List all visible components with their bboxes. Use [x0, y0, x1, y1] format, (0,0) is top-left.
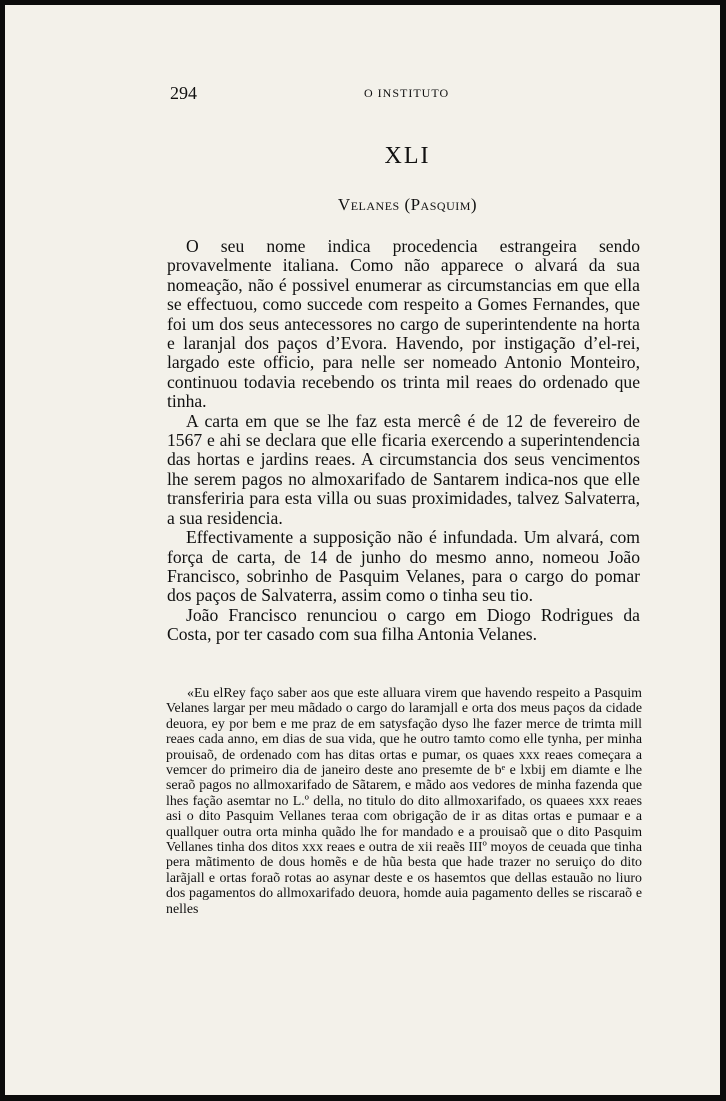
- chapter-title: Velanes (Pasquim): [337, 195, 478, 214]
- quotation-paragraph: «Eu elRey faço saber aos que este alluara virem que havendo respeito a Pasquim Velanes largar per meu mãdado o cargo do laramjall e orta dos meus paços da cidade deuora, ey por bem e me praz de em satysfação dyso lhe fazer merce de trimta mill reaes cada anno, em dias de sua vida, que he outro tamto como elle tynha, per minha prouisaõ, de ordenado com has ditas ortas e pumar, os quaes xxx reaes começara a vemcer do primeiro dia de janeiro deste ano presemte de bᵉ e lxbij em diamte e lhe seraõ pagos no allmoxarifado de Sãtarem, e mãdo aos vedores de minha fazenda que lhes fação asemtar no L.º della, no titulo do dito allmoxarifado, os quaees xxx reaes asi o dito Pasquim Vellanes teraa com obrigação de ir as ditas ortas e pumaar e a quallquer outra orta minha quãdo lhe for mandado e a prouisaõ que o dito Pasquim Vellanes tinha dos ditos xxx reaes e outra de xii reaẽs IIIº moyos de ceuada que tinha pera mãtimento de dous homẽs e de hũa besta que hade trazer no seruiço do dito larãjall e ortas foraõ rotas ao asynar deste e os hasemtos que dellas estauão no liuro dos pagamentos do allmoxarifado deuora, homde auia pagamento delles se riscaraõ e nelles: [166, 686, 642, 917]
- chapter-number: XLI: [384, 143, 431, 169]
- body-paragraph: João Francisco renunciou o cargo em Diogo Rodrigues da Costa, por ter casado com sua filha Antonia Velanes.: [167, 604, 640, 645]
- body-paragraph: Effectivamente a supposição não é infundada. Um alvará, com força de carta, de 14 de junho do mesmo anno, nomeou João Francisco, sobrinho de Pasquim Velanes, para o cargo do pomar dos paços de Salvaterra, assim como o tinha seu tio.: [167, 527, 640, 606]
- journal-title: O INSTITUTO: [364, 86, 450, 100]
- document-quotation: [166, 686, 642, 917]
- page-number: 294: [170, 83, 197, 103]
- book-page: [5, 5, 720, 1095]
- body-paragraph: A carta em que se lhe faz esta mercê é de 12 de fevereiro de 1567 e ahi se declara que elle ficaria exercendo a superintendencia das hortas e jardins reaes. A circumstancia dos seus vencimentos lhe serem pagos no almoxarifado de Santarem indica-nos que elle transferiria para esta villa ou suas proximidades, talvez Salvaterra, a sua residencia.: [167, 410, 640, 528]
- body-paragraph: O seu nome indica procedencia estrangeira sendo provavelmente italiana. Como não apparece o alvará da sua nomeação, não é possivel enumerar as circumstancias em que ella se effectuou, como succede com respeito a Gomes Fernandes, que foi um dos seus antecessores no cargo de superintendente na horta e laranjal dos paços d’Evora. Havendo, por instigação d’el-rei, largado este officio, para nelle ser nomeado Antonio Monteiro, continuou todavia recebendo os trinta mil reaes do ordenado que tinha.: [167, 236, 640, 412]
- body-text: [167, 237, 640, 645]
